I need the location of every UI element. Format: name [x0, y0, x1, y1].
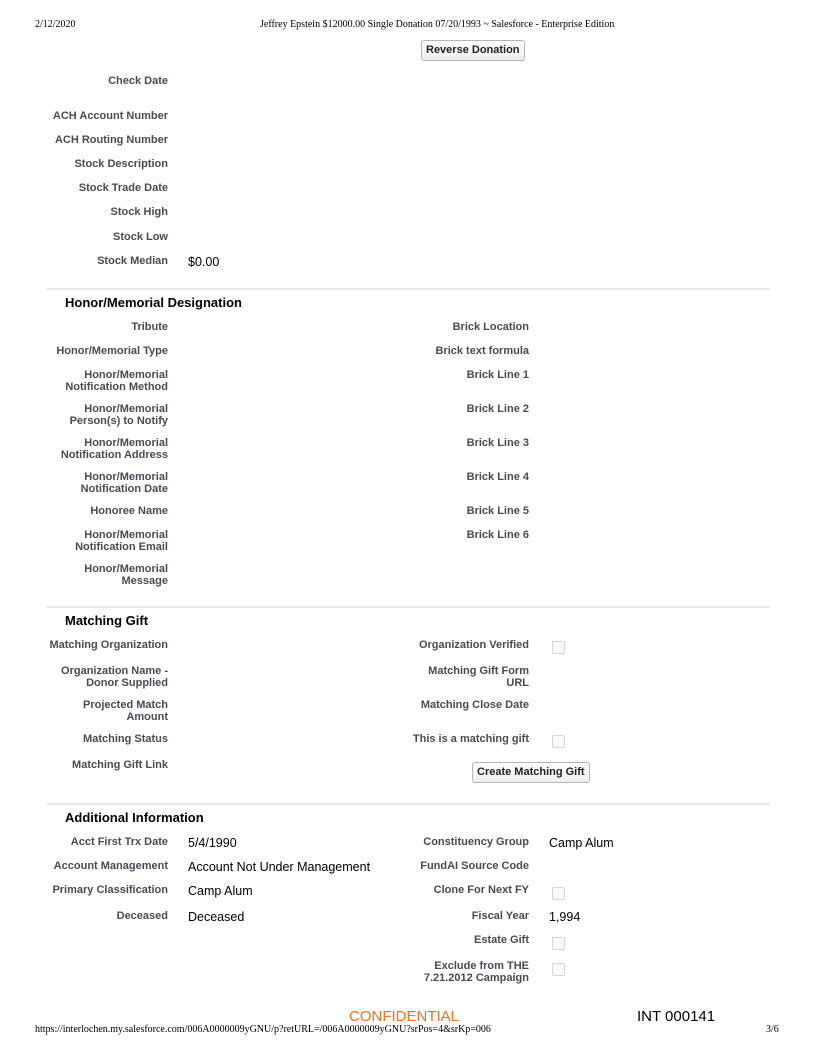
brick-text-formula-label: Brick text formula	[435, 345, 529, 357]
section-divider	[47, 606, 770, 608]
fiscal-year-label: Fiscal Year	[471, 910, 529, 922]
honor-memorial-type-label: Honor/Memorial Type	[56, 345, 168, 357]
page-number: 3/6	[766, 1024, 779, 1035]
confidential-stamp: CONFIDENTIAL	[349, 1008, 460, 1025]
notification-date-label: Honor/Memorial Notification Date	[80, 471, 168, 495]
matching-gift-link-label: Matching Gift Link	[72, 759, 168, 771]
notification-method-label: Honor/Memorial Notification Method	[65, 369, 168, 393]
projected-match-amount-label: Projected Match Amount	[83, 699, 168, 723]
print-url: https://interlochen.my.salesforce.com/006A0000009yGNU/p?retURL=/006A0000009yGNU?srPos=4&srKp=006	[35, 1024, 491, 1035]
persons-to-notify-label: Honor/Memorial Person(s) to Notify	[69, 403, 168, 427]
deceased-value: Deceased	[188, 910, 245, 924]
primary-classification-label: Primary Classification	[52, 884, 168, 896]
stock-trade-date-label: Stock Trade Date	[78, 182, 168, 194]
honor-memorial-section-title: Honor/Memorial Designation	[65, 295, 242, 310]
additional-information-section-title: Additional Information	[65, 810, 204, 825]
fiscal-year-value: 1,994	[549, 910, 581, 924]
constituency-group-value: Camp Alum	[549, 836, 614, 850]
ach-routing-number-label: ACH Routing Number	[54, 134, 168, 146]
is-matching-gift-label: This is a matching gift	[412, 733, 529, 745]
notification-address-label: Honor/Memorial Notification Address	[60, 437, 168, 461]
is-matching-gift-checkbox[interactable]	[552, 735, 565, 748]
create-matching-gift-button[interactable]: Create Matching Gift	[472, 762, 590, 783]
notification-email-label: Honor/Memorial Notification Email	[75, 529, 168, 553]
account-management-label: Account Management	[53, 860, 168, 872]
matching-close-date-label: Matching Close Date	[420, 699, 529, 711]
exclude-from-campaign-label: Exclude from THE 7.21.2012 Campaign	[423, 960, 529, 984]
organization-verified-label: Organization Verified	[418, 639, 529, 651]
tribute-label: Tribute	[131, 321, 168, 333]
clone-for-next-fy-label: Clone For Next FY	[433, 884, 529, 896]
stock-low-label: Stock Low	[112, 231, 168, 243]
check-date-label: Check Date	[108, 75, 168, 87]
brick-line-5-label: Brick Line 5	[466, 505, 529, 517]
organization-name-label: Organization Name - Donor Supplied	[61, 665, 168, 689]
honor-memorial-message-label: Honor/Memorial Message	[84, 563, 168, 587]
deceased-label: Deceased	[116, 910, 168, 922]
honoree-name-label: Honoree Name	[90, 505, 168, 517]
brick-line-1-label: Brick Line 1	[466, 369, 529, 381]
stock-median-value: $0.00	[188, 255, 220, 269]
print-date: 2/12/2020	[35, 19, 76, 30]
bates-number: INT 000141	[637, 1008, 716, 1025]
brick-location-label: Brick Location	[452, 321, 529, 333]
estate-gift-label: Estate Gift	[473, 934, 529, 946]
reverse-donation-button[interactable]: Reverse Donation	[421, 40, 525, 61]
primary-classification-value: Camp Alum	[188, 884, 253, 898]
matching-gift-form-url-label: Matching Gift Form URL	[428, 665, 529, 689]
exclude-from-campaign-checkbox[interactable]	[552, 963, 565, 976]
organization-verified-checkbox[interactable]	[552, 641, 565, 654]
acct-first-trx-date-label: Acct First Trx Date	[70, 836, 168, 848]
matching-gift-section-title: Matching Gift	[65, 613, 149, 628]
stock-high-label: Stock High	[110, 206, 168, 218]
brick-line-2-label: Brick Line 2	[466, 403, 529, 415]
stock-description-label: Stock Description	[74, 158, 168, 170]
account-management-value: Account Not Under Management	[188, 860, 371, 874]
print-page-title: Jeffrey Epstein $12000.00 Single Donation 07/20/1993 ~ Salesforce - Enterprise Edition	[260, 19, 615, 30]
brick-line-4-label: Brick Line 4	[466, 471, 529, 483]
section-divider	[47, 803, 770, 805]
fundai-source-code-label: FundAI Source Code	[420, 860, 529, 872]
stock-median-label: Stock Median	[97, 255, 168, 267]
constituency-group-label: Constituency Group	[423, 836, 529, 848]
section-divider	[47, 288, 770, 290]
estate-gift-checkbox[interactable]	[552, 937, 565, 950]
matching-organization-label: Matching Organization	[49, 639, 168, 651]
ach-account-number-label: ACH Account Number	[52, 110, 168, 122]
matching-status-label: Matching Status	[83, 733, 168, 745]
acct-first-trx-date-value: 5/4/1990	[188, 836, 237, 850]
clone-for-next-fy-checkbox[interactable]	[552, 887, 565, 900]
brick-line-6-label: Brick Line 6	[466, 529, 529, 541]
brick-line-3-label: Brick Line 3	[466, 437, 529, 449]
